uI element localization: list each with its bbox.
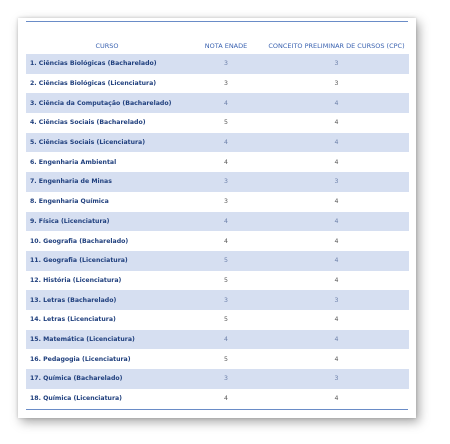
nota-enade-cell: 3 — [188, 172, 264, 192]
cpc-cell: 4 — [334, 158, 339, 166]
course-name-cell: 6. Engenharia Ambiental — [30, 158, 117, 166]
cpc-cell: 4 — [334, 237, 339, 245]
nota-enade-cell: 5 — [224, 316, 228, 324]
nota-enade-cell: 3 — [224, 198, 228, 206]
header-nota-enade: NOTA ENADE — [204, 42, 248, 50]
cpc-cell: 4 — [334, 355, 339, 363]
table-row — [26, 389, 409, 409]
table-row — [26, 330, 409, 350]
cpc-cell: 4 — [264, 251, 409, 271]
table-row — [26, 192, 409, 212]
table-body — [26, 54, 409, 408]
cpc-cell: 4 — [264, 330, 409, 350]
course-name-cell: 14. Letras (Licenciatura) — [30, 316, 116, 324]
table-row — [26, 133, 409, 153]
table-header — [26, 38, 409, 54]
cpc-cell: 3 — [264, 172, 409, 192]
course-name-cell: 18. Química (Licenciatura) — [30, 395, 123, 403]
nota-enade-cell: 4 — [224, 158, 228, 166]
course-name-cell: 13. Letras (Bacharelado) — [26, 290, 188, 310]
table-row — [26, 310, 409, 330]
course-name-cell: 15. Matemática (Licenciatura) — [26, 330, 188, 350]
table-row — [26, 172, 409, 192]
nota-enade-cell: 4 — [188, 330, 264, 350]
nota-enade-cell: 3 — [188, 290, 264, 310]
enade-table — [26, 38, 409, 408]
table-row — [26, 231, 409, 251]
cpc-cell: 4 — [334, 395, 339, 403]
nota-enade-cell: 5 — [188, 251, 264, 271]
course-name-cell: 17. Química (Bacharelado) — [26, 369, 188, 389]
course-name-cell: 11. Geografia (Licenciatura) — [26, 251, 188, 271]
table-row — [26, 93, 409, 113]
course-name-cell: 10. Geografia (Bacharelado) — [30, 237, 129, 245]
nota-enade-cell: 4 — [188, 133, 264, 153]
cpc-cell: 4 — [334, 316, 339, 324]
header-row — [26, 38, 409, 54]
cpc-cell: 3 — [334, 80, 339, 88]
cpc-cell: 4 — [334, 198, 339, 206]
table-row — [26, 349, 409, 369]
cpc-cell: 3 — [264, 290, 409, 310]
table-row — [26, 290, 409, 310]
course-name-cell: 7. Engenharia de Minas — [26, 172, 188, 192]
table-row — [26, 74, 409, 94]
course-name-cell: 1. Ciências Biológicas (Bacharelado) — [26, 54, 188, 74]
table-card — [18, 18, 416, 418]
nota-enade-cell: 4 — [188, 93, 264, 113]
nota-enade-cell: 3 — [188, 54, 264, 74]
nota-enade-cell: 4 — [188, 212, 264, 232]
table-row — [26, 251, 409, 271]
cpc-cell: 4 — [334, 119, 339, 127]
course-name-cell: 16. Pedagogia (Licenciatura) — [30, 355, 131, 363]
cpc-cell: 3 — [264, 54, 409, 74]
table-row — [26, 271, 409, 291]
nota-enade-cell: 4 — [224, 237, 228, 245]
table-row — [26, 113, 409, 133]
course-name-cell: 2. Ciências Biológicas (Licenciatura) — [30, 80, 157, 88]
course-name-cell: 9. Física (Licenciatura) — [26, 212, 188, 232]
course-name-cell: 5. Ciências Sociais (Licenciatura) — [26, 133, 188, 153]
nota-enade-cell: 4 — [224, 395, 228, 403]
nota-enade-cell: 5 — [224, 355, 228, 363]
table-row — [26, 54, 409, 74]
cpc-cell: 4 — [264, 93, 409, 113]
table-row — [26, 152, 409, 172]
table-row — [26, 212, 409, 232]
header-cpc: CONCEITO PRELIMINAR DE CURSOS (CPC) — [268, 42, 405, 50]
nota-enade-cell: 5 — [224, 119, 228, 127]
nota-enade-cell: 5 — [224, 276, 228, 284]
cpc-cell: 3 — [264, 369, 409, 389]
course-name-cell: 12. História (Licenciatura) — [30, 276, 122, 284]
header-curso: CURSO — [95, 42, 119, 50]
nota-enade-cell: 3 — [188, 369, 264, 389]
course-name-cell: 8. Engenharia Química — [30, 198, 109, 206]
nota-enade-cell: 3 — [224, 80, 228, 88]
course-name-cell: 4. Ciências Sociais (Bacharelado) — [30, 119, 146, 127]
cpc-cell: 4 — [334, 276, 339, 284]
cpc-cell: 4 — [264, 133, 409, 153]
top-rule — [26, 21, 408, 22]
bottom-rule — [26, 409, 408, 410]
table-row — [26, 369, 409, 389]
cpc-cell: 4 — [264, 212, 409, 232]
course-name-cell: 3. Ciência da Computação (Bacharelado) — [26, 93, 188, 113]
